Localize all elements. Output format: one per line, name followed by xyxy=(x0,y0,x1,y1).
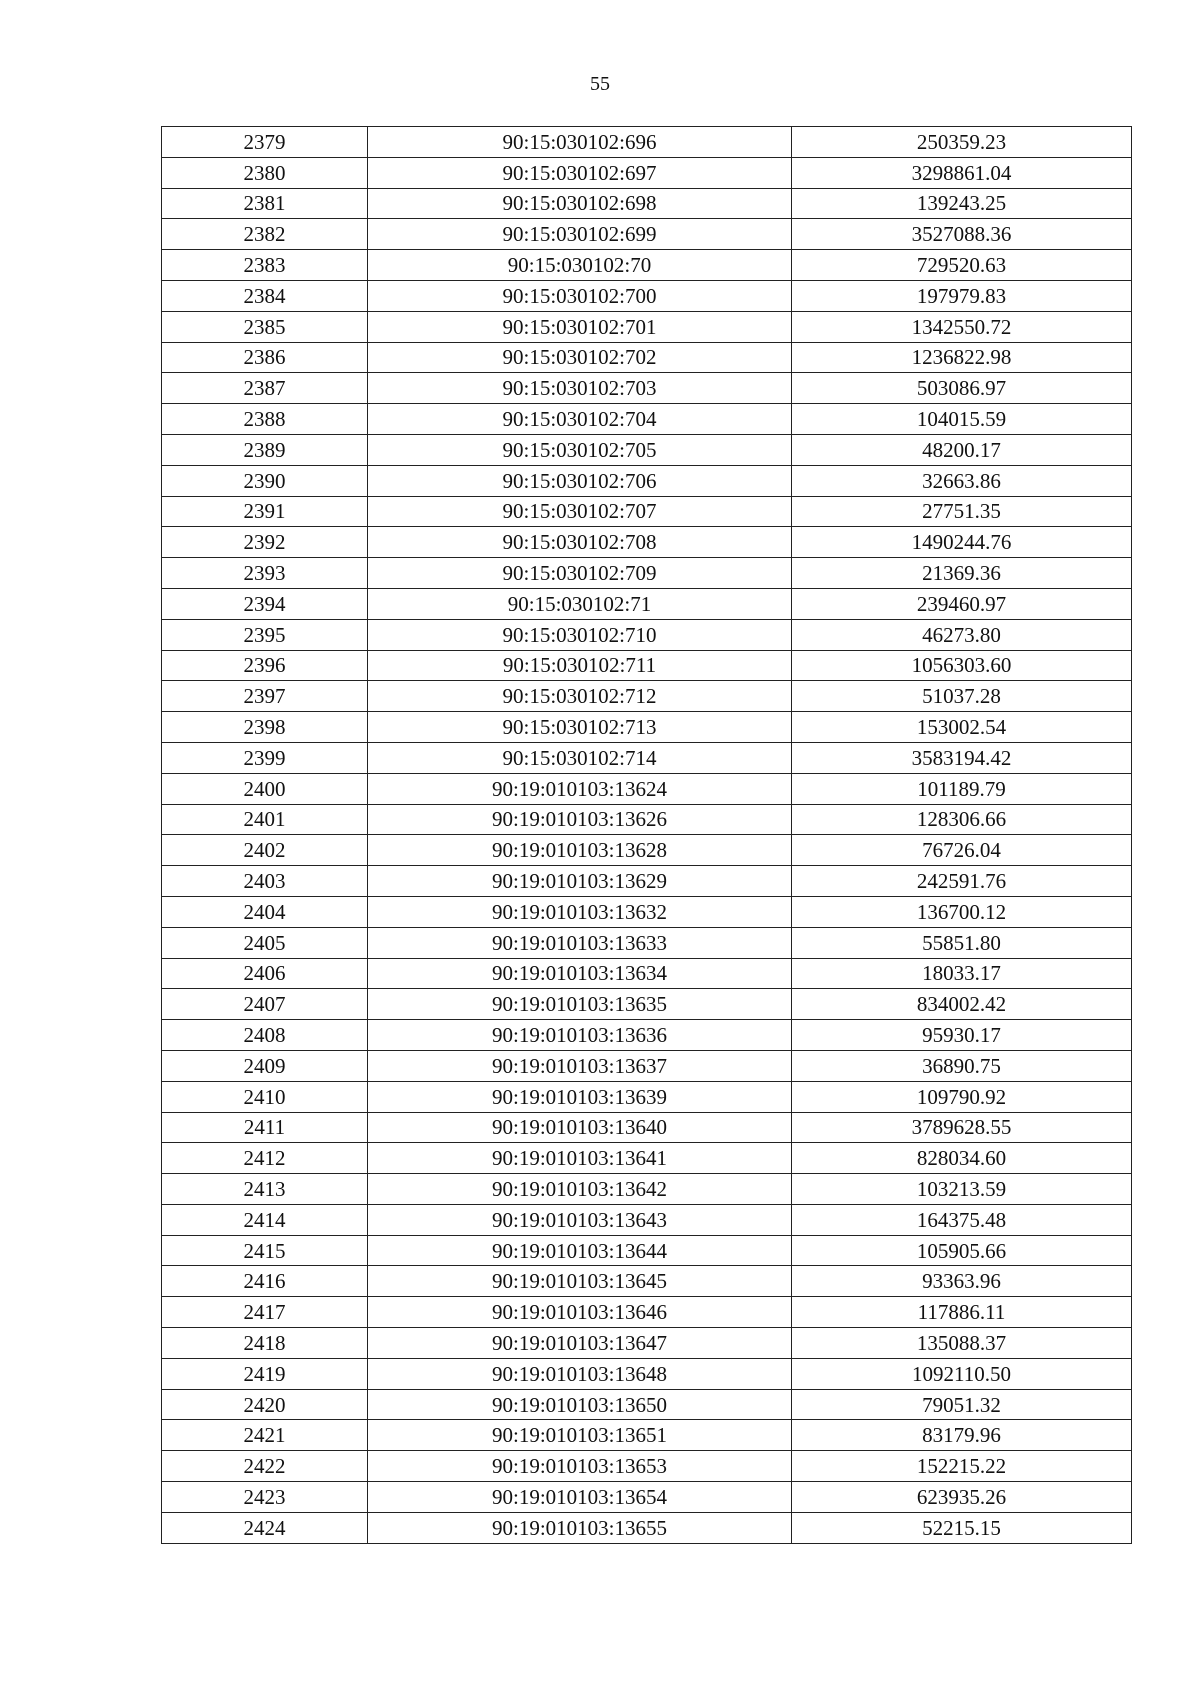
table-row xyxy=(162,434,1132,465)
cadastral-number-cell: 90:15:030102:70 xyxy=(368,250,792,281)
table-row xyxy=(162,1297,1132,1328)
cadastral-value-cell: 197979.83 xyxy=(792,280,1132,311)
cadastral-value-cell: 3527088.36 xyxy=(792,219,1132,250)
table-row xyxy=(162,127,1132,158)
cadastral-number-cell: 90:15:030102:701 xyxy=(368,311,792,342)
cadastral-number-cell: 90:19:010103:13641 xyxy=(368,1143,792,1174)
row-number-cell: 2391 xyxy=(162,496,368,527)
row-number-cell: 2394 xyxy=(162,588,368,619)
cadastral-value-cell: 32663.86 xyxy=(792,465,1132,496)
row-number-cell: 2400 xyxy=(162,773,368,804)
table-row xyxy=(162,1420,1132,1451)
table-row xyxy=(162,835,1132,866)
table-row xyxy=(162,527,1132,558)
row-number-cell: 2410 xyxy=(162,1081,368,1112)
row-number-cell: 2402 xyxy=(162,835,368,866)
table-row xyxy=(162,1328,1132,1359)
table-row xyxy=(162,1389,1132,1420)
row-number-cell: 2403 xyxy=(162,866,368,897)
table-row xyxy=(162,404,1132,435)
cadastral-number-cell: 90:19:010103:13644 xyxy=(368,1235,792,1266)
row-number-cell: 2396 xyxy=(162,650,368,681)
cadastral-number-cell: 90:19:010103:13639 xyxy=(368,1081,792,1112)
cadastral-value-cell: 250359.23 xyxy=(792,127,1132,158)
cadastral-value-cell: 21369.36 xyxy=(792,558,1132,589)
cadastral-value-cell: 105905.66 xyxy=(792,1235,1132,1266)
row-number-cell: 2423 xyxy=(162,1482,368,1513)
cadastral-value-cell: 95930.17 xyxy=(792,1020,1132,1051)
cadastral-value-cell: 46273.80 xyxy=(792,619,1132,650)
row-number-cell: 2401 xyxy=(162,804,368,835)
table-row xyxy=(162,1235,1132,1266)
table-row xyxy=(162,188,1132,219)
cadastral-number-cell: 90:19:010103:13650 xyxy=(368,1389,792,1420)
cadastral-value-cell: 1342550.72 xyxy=(792,311,1132,342)
cadastral-value-cell: 1092110.50 xyxy=(792,1358,1132,1389)
cadastral-value-cell: 101189.79 xyxy=(792,773,1132,804)
cadastral-number-cell: 90:15:030102:708 xyxy=(368,527,792,558)
table-row xyxy=(162,1358,1132,1389)
cadastral-value-cell: 27751.35 xyxy=(792,496,1132,527)
row-number-cell: 2421 xyxy=(162,1420,368,1451)
row-number-cell: 2379 xyxy=(162,127,368,158)
cadastral-value-cell: 153002.54 xyxy=(792,712,1132,743)
cadastral-value-cell: 51037.28 xyxy=(792,681,1132,712)
row-number-cell: 2381 xyxy=(162,188,368,219)
table-row xyxy=(162,1451,1132,1482)
table-row xyxy=(162,1050,1132,1081)
row-number-cell: 2392 xyxy=(162,527,368,558)
row-number-cell: 2408 xyxy=(162,1020,368,1051)
row-number-cell: 2406 xyxy=(162,958,368,989)
row-number-cell: 2393 xyxy=(162,558,368,589)
table-row xyxy=(162,1482,1132,1513)
table-row xyxy=(162,866,1132,897)
cadastral-number-cell: 90:15:030102:699 xyxy=(368,219,792,250)
row-number-cell: 2390 xyxy=(162,465,368,496)
cadastral-number-cell: 90:15:030102:709 xyxy=(368,558,792,589)
cadastral-value-cell: 79051.32 xyxy=(792,1389,1132,1420)
table-row xyxy=(162,1143,1132,1174)
table-row xyxy=(162,311,1132,342)
cadastral-value-cell: 239460.97 xyxy=(792,588,1132,619)
cadastral-value-cell: 729520.63 xyxy=(792,250,1132,281)
cadastral-number-cell: 90:19:010103:13643 xyxy=(368,1204,792,1235)
cadastral-value-cell: 828034.60 xyxy=(792,1143,1132,1174)
row-number-cell: 2424 xyxy=(162,1512,368,1543)
table-row xyxy=(162,1020,1132,1051)
cadastral-value-cell: 623935.26 xyxy=(792,1482,1132,1513)
table-row xyxy=(162,157,1132,188)
table-row xyxy=(162,958,1132,989)
cadastral-value-cell: 109790.92 xyxy=(792,1081,1132,1112)
cadastral-number-cell: 90:15:030102:700 xyxy=(368,280,792,311)
row-number-cell: 2422 xyxy=(162,1451,368,1482)
cadastral-number-cell: 90:19:010103:13636 xyxy=(368,1020,792,1051)
cadastral-value-cell: 76726.04 xyxy=(792,835,1132,866)
cadastral-number-cell: 90:15:030102:707 xyxy=(368,496,792,527)
table-row xyxy=(162,373,1132,404)
row-number-cell: 2407 xyxy=(162,989,368,1020)
cadastral-value-cell: 36890.75 xyxy=(792,1050,1132,1081)
row-number-cell: 2414 xyxy=(162,1204,368,1235)
cadastral-value-cell: 503086.97 xyxy=(792,373,1132,404)
cadastral-value-cell: 55851.80 xyxy=(792,927,1132,958)
table-row xyxy=(162,681,1132,712)
cadastral-number-cell: 90:15:030102:703 xyxy=(368,373,792,404)
table-row xyxy=(162,927,1132,958)
table-row xyxy=(162,496,1132,527)
table-row xyxy=(162,465,1132,496)
row-number-cell: 2412 xyxy=(162,1143,368,1174)
row-number-cell: 2380 xyxy=(162,157,368,188)
cadastral-value-table xyxy=(161,126,1132,1544)
cadastral-number-cell: 90:15:030102:712 xyxy=(368,681,792,712)
table-row xyxy=(162,989,1132,1020)
row-number-cell: 2384 xyxy=(162,280,368,311)
cadastral-number-cell: 90:19:010103:13637 xyxy=(368,1050,792,1081)
cadastral-number-cell: 90:15:030102:698 xyxy=(368,188,792,219)
table-row xyxy=(162,558,1132,589)
cadastral-value-cell: 3298861.04 xyxy=(792,157,1132,188)
cadastral-value-cell: 1056303.60 xyxy=(792,650,1132,681)
row-number-cell: 2395 xyxy=(162,619,368,650)
table-row xyxy=(162,342,1132,373)
cadastral-value-cell: 117886.11 xyxy=(792,1297,1132,1328)
table-row xyxy=(162,250,1132,281)
row-number-cell: 2386 xyxy=(162,342,368,373)
table-row xyxy=(162,773,1132,804)
table-row xyxy=(162,619,1132,650)
table-row xyxy=(162,1174,1132,1205)
cadastral-number-cell: 90:19:010103:13635 xyxy=(368,989,792,1020)
cadastral-number-cell: 90:19:010103:13653 xyxy=(368,1451,792,1482)
cadastral-number-cell: 90:19:010103:13651 xyxy=(368,1420,792,1451)
cadastral-value-cell: 242591.76 xyxy=(792,866,1132,897)
cadastral-number-cell: 90:15:030102:704 xyxy=(368,404,792,435)
cadastral-number-cell: 90:19:010103:13646 xyxy=(368,1297,792,1328)
cadastral-value-cell: 164375.48 xyxy=(792,1204,1132,1235)
cadastral-value-cell: 83179.96 xyxy=(792,1420,1132,1451)
table-row xyxy=(162,280,1132,311)
table-row xyxy=(162,1204,1132,1235)
row-number-cell: 2417 xyxy=(162,1297,368,1328)
row-number-cell: 2411 xyxy=(162,1112,368,1143)
cadastral-value-cell: 52215.15 xyxy=(792,1512,1132,1543)
row-number-cell: 2409 xyxy=(162,1050,368,1081)
row-number-cell: 2418 xyxy=(162,1328,368,1359)
row-number-cell: 2415 xyxy=(162,1235,368,1266)
table-row xyxy=(162,896,1132,927)
row-number-cell: 2404 xyxy=(162,896,368,927)
cadastral-number-cell: 90:19:010103:13648 xyxy=(368,1358,792,1389)
table-row xyxy=(162,588,1132,619)
cadastral-number-cell: 90:19:010103:13633 xyxy=(368,927,792,958)
cadastral-number-cell: 90:15:030102:71 xyxy=(368,588,792,619)
cadastral-value-cell: 3789628.55 xyxy=(792,1112,1132,1143)
cadastral-value-cell: 135088.37 xyxy=(792,1328,1132,1359)
cadastral-number-cell: 90:15:030102:711 xyxy=(368,650,792,681)
cadastral-value-cell: 93363.96 xyxy=(792,1266,1132,1297)
cadastral-value-cell: 1236822.98 xyxy=(792,342,1132,373)
table-row xyxy=(162,1266,1132,1297)
row-number-cell: 2383 xyxy=(162,250,368,281)
cadastral-number-cell: 90:15:030102:710 xyxy=(368,619,792,650)
table-row xyxy=(162,650,1132,681)
row-number-cell: 2419 xyxy=(162,1358,368,1389)
cadastral-number-cell: 90:19:010103:13654 xyxy=(368,1482,792,1513)
cadastral-number-cell: 90:19:010103:13626 xyxy=(368,804,792,835)
cadastral-value-cell: 18033.17 xyxy=(792,958,1132,989)
cadastral-value-cell: 104015.59 xyxy=(792,404,1132,435)
cadastral-number-cell: 90:19:010103:13632 xyxy=(368,896,792,927)
cadastral-value-cell: 1490244.76 xyxy=(792,527,1132,558)
table-row xyxy=(162,1081,1132,1112)
cadastral-number-cell: 90:19:010103:13628 xyxy=(368,835,792,866)
cadastral-value-cell: 152215.22 xyxy=(792,1451,1132,1482)
row-number-cell: 2405 xyxy=(162,927,368,958)
row-number-cell: 2389 xyxy=(162,434,368,465)
cadastral-number-cell: 90:19:010103:13655 xyxy=(368,1512,792,1543)
row-number-cell: 2388 xyxy=(162,404,368,435)
cadastral-value-cell: 139243.25 xyxy=(792,188,1132,219)
table-body xyxy=(162,127,1132,1544)
cadastral-number-cell: 90:15:030102:702 xyxy=(368,342,792,373)
cadastral-number-cell: 90:15:030102:705 xyxy=(368,434,792,465)
table-row xyxy=(162,804,1132,835)
row-number-cell: 2399 xyxy=(162,742,368,773)
row-number-cell: 2385 xyxy=(162,311,368,342)
cadastral-value-cell: 136700.12 xyxy=(792,896,1132,927)
cadastral-number-cell: 90:19:010103:13629 xyxy=(368,866,792,897)
row-number-cell: 2382 xyxy=(162,219,368,250)
cadastral-number-cell: 90:19:010103:13634 xyxy=(368,958,792,989)
cadastral-number-cell: 90:19:010103:13647 xyxy=(368,1328,792,1359)
cadastral-value-cell: 128306.66 xyxy=(792,804,1132,835)
row-number-cell: 2420 xyxy=(162,1389,368,1420)
cadastral-value-cell: 3583194.42 xyxy=(792,742,1132,773)
row-number-cell: 2398 xyxy=(162,712,368,743)
row-number-cell: 2387 xyxy=(162,373,368,404)
table-row xyxy=(162,712,1132,743)
row-number-cell: 2413 xyxy=(162,1174,368,1205)
cadastral-number-cell: 90:15:030102:713 xyxy=(368,712,792,743)
cadastral-value-cell: 48200.17 xyxy=(792,434,1132,465)
cadastral-number-cell: 90:19:010103:13645 xyxy=(368,1266,792,1297)
cadastral-number-cell: 90:19:010103:13624 xyxy=(368,773,792,804)
table-row xyxy=(162,742,1132,773)
row-number-cell: 2416 xyxy=(162,1266,368,1297)
cadastral-number-cell: 90:15:030102:696 xyxy=(368,127,792,158)
row-number-cell: 2397 xyxy=(162,681,368,712)
cadastral-number-cell: 90:15:030102:714 xyxy=(368,742,792,773)
cadastral-number-cell: 90:19:010103:13640 xyxy=(368,1112,792,1143)
cadastral-value-cell: 103213.59 xyxy=(792,1174,1132,1205)
table-row xyxy=(162,1512,1132,1543)
cadastral-value-cell: 834002.42 xyxy=(792,989,1132,1020)
cadastral-number-cell: 90:15:030102:706 xyxy=(368,465,792,496)
table-row xyxy=(162,219,1132,250)
page-number: 55 xyxy=(590,73,610,95)
cadastral-number-cell: 90:19:010103:13642 xyxy=(368,1174,792,1205)
table-row xyxy=(162,1112,1132,1143)
cadastral-number-cell: 90:15:030102:697 xyxy=(368,157,792,188)
